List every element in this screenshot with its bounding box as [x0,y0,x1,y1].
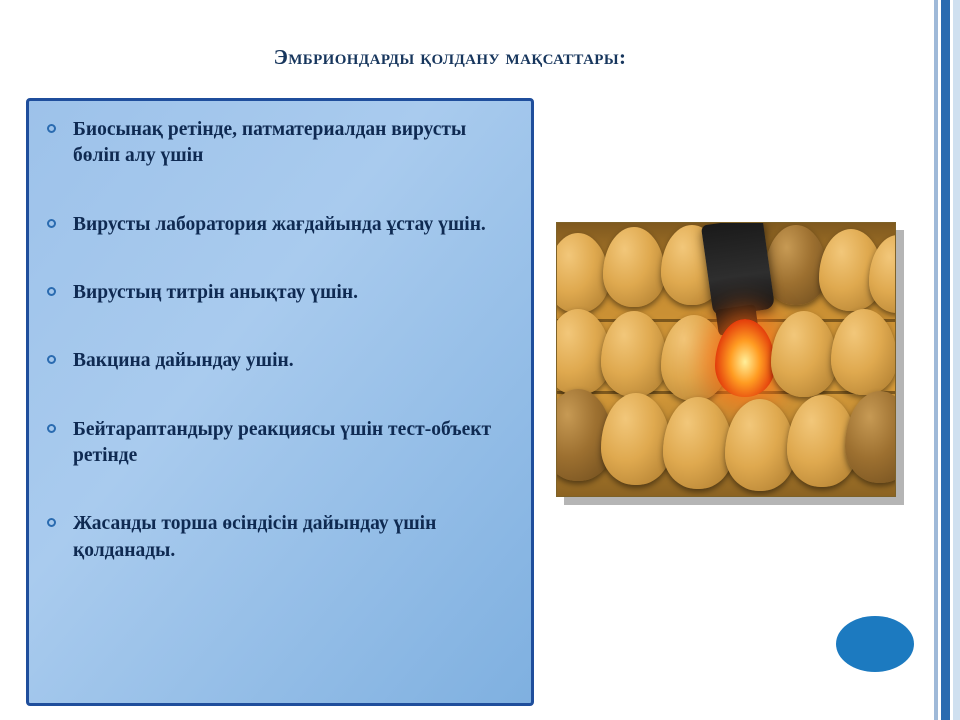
bullet-circle-icon [47,219,56,228]
bullet-circle-icon [47,518,56,527]
list-item [39,212,517,238]
decorative-blue-circle [836,616,914,672]
egg [845,391,896,483]
list-item [39,511,517,564]
egg [601,311,667,397]
list-item-label: Биосынақ ретінде, патматериалдан вирусты бөліп алу үшін [73,119,467,167]
bullet-circle-icon [47,287,56,296]
list-item-label: Вирустың титрін анықтау үшін. [73,281,358,303]
egg [765,225,827,305]
egg [771,311,837,397]
slide-image [556,222,896,497]
tray-divider [557,391,895,394]
egg [603,227,665,307]
side-bar-light [934,0,938,720]
list-item [39,348,517,374]
egg [725,399,795,491]
egg [601,393,671,485]
bullet-list-panel [26,98,534,706]
bullet-list [39,117,517,564]
side-bar-accent [941,0,950,720]
bullet-circle-icon [47,424,56,433]
egg-illuminated [715,319,775,397]
list-item-label: Вакцина дайындау ушін. [73,350,294,372]
list-item-label: Жасанды торша өсіндісін дайындау үшін қолданады. [73,513,437,561]
decorative-side-bars [924,0,960,720]
slide-title: Эмбриондарды қолдану мақсаттары: [273,45,627,69]
bullet-circle-icon [47,355,56,364]
egg [556,233,609,313]
list-item-label: Вирусты лаборатория жағдайында ұстау үшін. [73,213,486,235]
list-item [39,280,517,306]
eggs-photo [556,222,896,497]
egg [663,397,733,489]
egg [831,309,896,395]
bullet-circle-icon [47,124,56,133]
side-bar-pale [953,0,960,720]
list-item-label: Бейтараптандыру реакциясы үшін тест-объект ретінде [73,418,492,466]
list-item [39,417,517,470]
candling-lamp [701,222,775,317]
list-item [39,117,517,170]
egg-tray-background [557,223,895,496]
